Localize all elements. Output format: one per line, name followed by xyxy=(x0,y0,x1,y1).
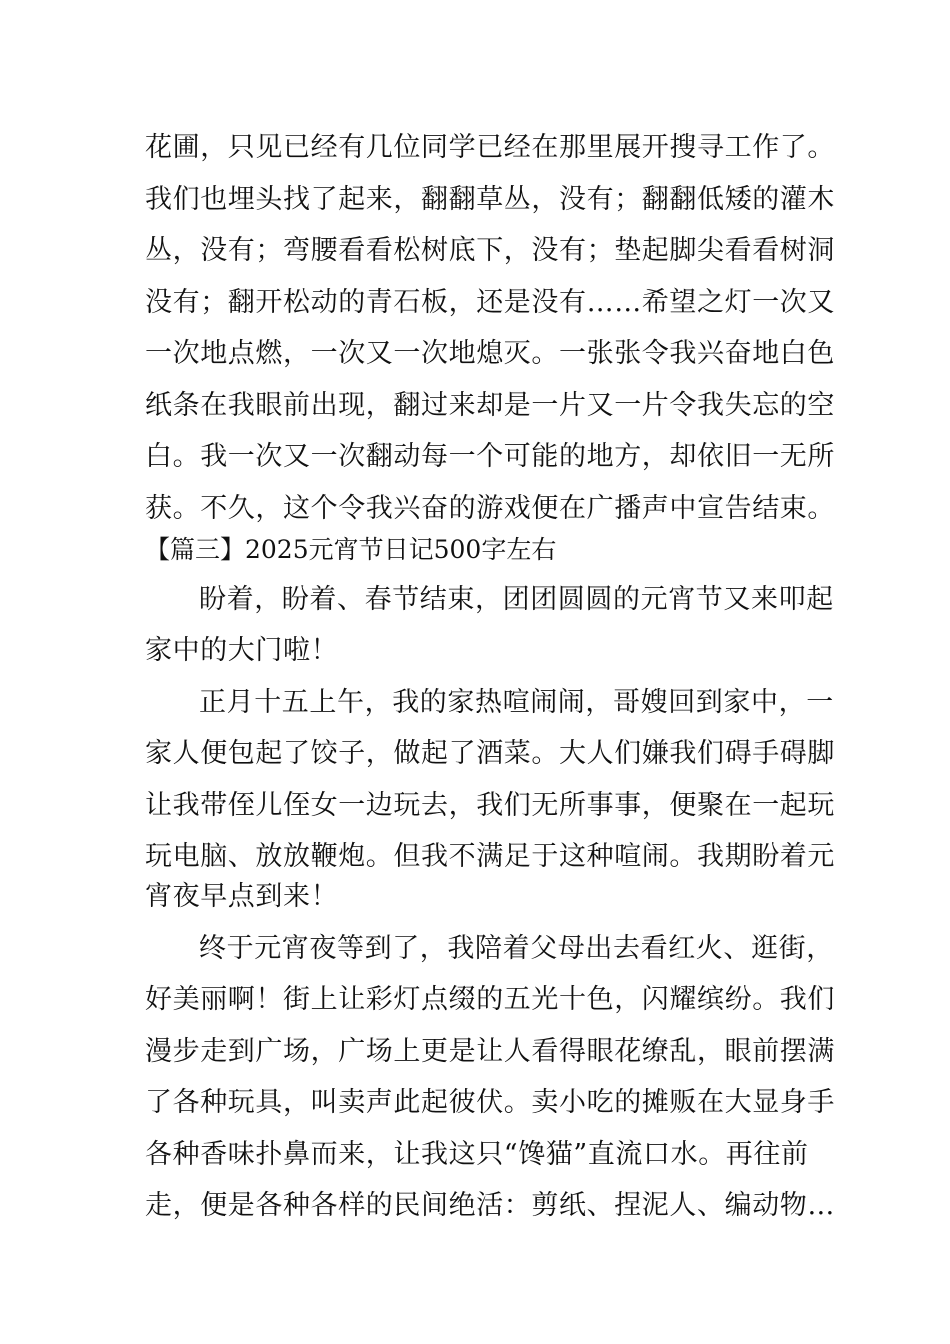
text-line: 家人便包起了饺子，做起了酒菜。大人们嫌我们碍手碍脚 xyxy=(145,738,835,769)
text-line: 让我带侄儿侄女一边玩去，我们无所事事，便聚在一起玩 xyxy=(145,790,835,821)
text-line: 终于元宵夜等到了，我陪着父母出去看红火、逛街， xyxy=(199,933,834,964)
text-line: 走，便是各种各样的民间绝活：剪纸、捏泥人、编动物… xyxy=(145,1190,835,1221)
text-line: 白。我一次又一次翻动每一个可能的地方，却依旧一无所 xyxy=(145,441,835,472)
text-line: 获。不久，这个令我兴奋的游戏便在广播声中宣告结束。 xyxy=(145,493,835,524)
text-line: 没有；翻开松动的青石板，还是没有……希望之灯一次又 xyxy=(145,287,835,318)
text-line: 家中的大门啦！ xyxy=(145,635,339,666)
text-line: 花圃，只见已经有几位同学已经在那里展开搜寻工作了。 xyxy=(145,132,835,163)
text-line: 正月十五上午，我的家热喧闹闹，哥嫂回到家中，一 xyxy=(199,687,834,718)
text-line: 漫步走到广场，广场上更是让人看得眼花缭乱，眼前摆满 xyxy=(145,1036,835,1067)
text-line: 各种香味扑鼻而来，让我这只“馋猫”直流口水。再往前 xyxy=(145,1139,809,1170)
text-line: 了各种玩具，叫卖声此起彼伏。卖小吃的摊贩在大显身手 xyxy=(145,1087,835,1118)
section-heading: 【篇三】2025元宵节日记500字左右 xyxy=(145,535,557,564)
text-line: 纸条在我眼前出现，翻过来却是一片又一片令我失忘的空 xyxy=(145,390,835,421)
text-line: 好美丽啊！街上让彩灯点缀的五光十色，闪耀缤纷。我们 xyxy=(145,984,835,1015)
text-line: 宵夜早点到来！ xyxy=(145,881,339,912)
text-line: 一次地点燃，一次又一次地熄灭。一张张令我兴奋地白色 xyxy=(145,338,835,369)
text-line: 丛，没有；弯腰看看松树底下，没有；垫起脚尖看看树洞 xyxy=(145,235,835,266)
text-line: 玩电脑、放放鞭炮。但我不满足于这种喧闹。我期盼着元 xyxy=(145,841,835,872)
text-line: 盼着，盼着、春节结束，团团圆圆的元宵节又来叩起 xyxy=(199,584,834,615)
text-line: 我们也埋头找了起来，翻翻草丛，没有；翻翻低矮的灌木 xyxy=(145,184,835,215)
